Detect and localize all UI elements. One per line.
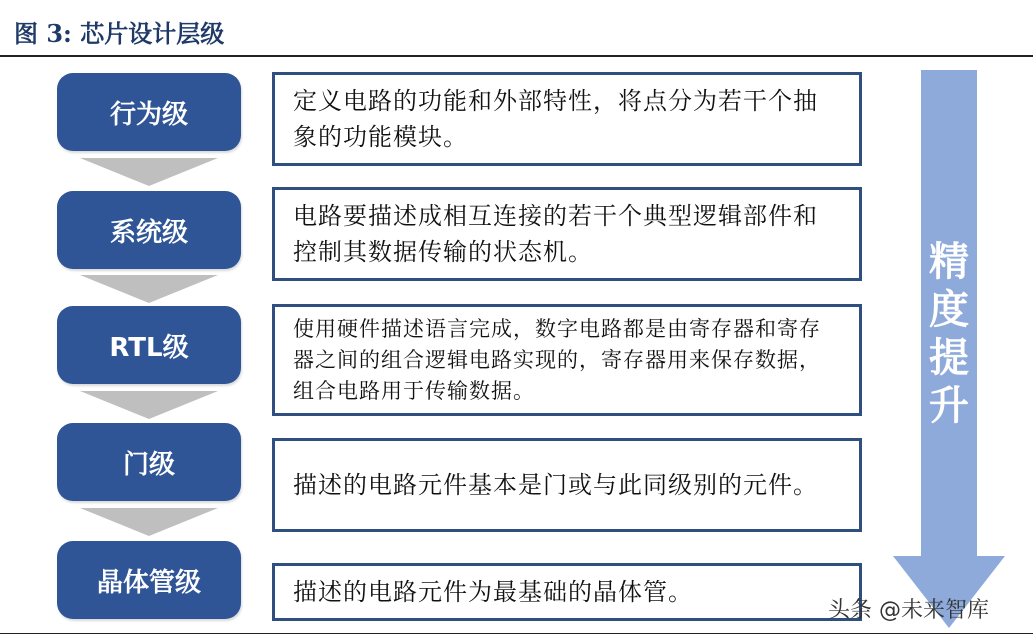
description-text: 定义电路的功能和外部特性，将点分为若干个抽象的功能模块。 xyxy=(293,87,818,151)
level-transistor: 晶体管级 xyxy=(57,541,241,619)
description-system xyxy=(272,187,862,281)
precision-char: 度 xyxy=(929,287,969,333)
level-gate: 门级 xyxy=(57,423,241,501)
description-behavioral xyxy=(272,72,862,166)
level-rtl: RTL级 xyxy=(57,306,241,384)
description-text: 描述的电路元件基本是门或与此同级别的元件。 xyxy=(293,471,818,499)
level-system: 系统级 xyxy=(57,191,241,269)
precision-label xyxy=(921,238,977,430)
description-text: 电路要描述成相互连接的若干个典型逻辑部件和控制其数据传输的状态机。 xyxy=(293,202,818,266)
top-divider xyxy=(0,55,1033,57)
bottom-divider xyxy=(0,633,1033,634)
figure-title: 图 3: 芯片设计层级 xyxy=(14,19,225,48)
description-rtl xyxy=(272,304,862,416)
down-arrow-icon xyxy=(80,158,218,186)
precision-char: 升 xyxy=(929,383,969,429)
description-text: 使用硬件描述语言完成，数字电路都是由寄存器和寄存器之间的组合逻辑电路实现的，寄存器用来保存数据，组合电路用于传输数据。 xyxy=(293,316,821,403)
precision-char: 提 xyxy=(929,335,969,381)
down-arrow-icon xyxy=(80,275,218,303)
down-arrow-icon xyxy=(80,391,218,419)
watermark: 头条 @未来智库 xyxy=(828,598,989,623)
down-arrow-icon xyxy=(80,508,218,536)
description-gate xyxy=(272,438,862,532)
level-behavioral: 行为级 xyxy=(57,73,241,151)
description-text: 描述的电路元件为最基础的晶体管。 xyxy=(293,578,693,606)
description-transistor xyxy=(272,563,862,621)
precision-char: 精 xyxy=(929,239,969,285)
